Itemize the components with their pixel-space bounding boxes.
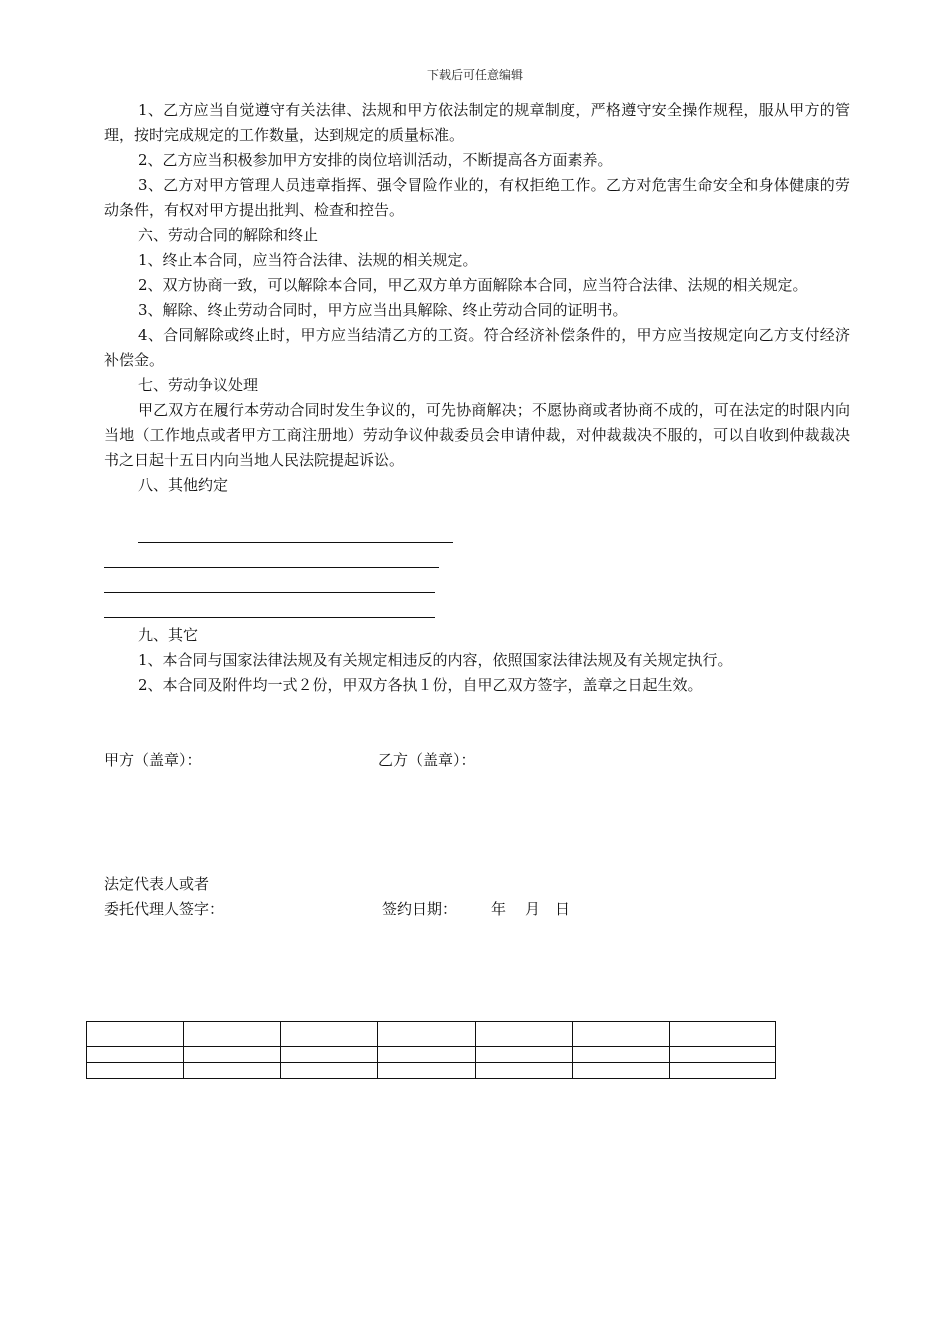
clause-9-2: 2、本合同及附件均一式２份，甲双方各执１份，自甲乙双方签字，盖章之日起生效。 <box>138 676 703 694</box>
blank-line-4 <box>104 617 435 618</box>
clause-b-2: 2、乙方应当积极参加甲方安排的岗位培训活动，不断提高各方面素养。 <box>138 151 613 169</box>
table-cell <box>475 1063 572 1079</box>
date-day: 日 <box>555 900 571 918</box>
clause-6-4: 4、合同解除或终止时，甲方应当结清乙方的工资。符合经济补偿条件的，甲方应当按规定向乙方支付经济补偿金。 <box>104 326 850 369</box>
clause-b-1: 1、乙方应当自觉遵守有关法律、法规和甲方依法制定的规章制度，严格遵守安全操作规程，服从甲方的管理，按时完成规定的工作数量，达到规定的质量标准。 <box>104 101 850 144</box>
section-7-heading: 七、劳动争议处理 <box>138 376 259 394</box>
representative-label-1: 法定代表人或者 <box>104 875 210 893</box>
date-year: 年 <box>491 900 507 918</box>
table-cell <box>378 1047 475 1063</box>
clause-6-3: 3、解除、终止劳动合同时，甲方应当出具解除、终止劳动合同的证明书。 <box>138 301 628 319</box>
page-header: 下载后可任意编辑 <box>426 68 523 82</box>
table-cell <box>184 1047 281 1063</box>
blank-line-1 <box>138 542 453 543</box>
contract-body-bottom <box>104 623 850 698</box>
clause-9-1: 1、本合同与国家法律法规及有关规定相违反的内容，依照国家法律法规及有关规定执行。 <box>138 651 733 669</box>
table-cell <box>669 1063 775 1079</box>
clause-7-text: 甲乙双方在履行本劳动合同时发生争议的，可先协商解决；不愿协商或者协商不成的，可在法定的时限内向当地（工作地点或者甲方工商注册地）劳动争议仲裁委员会申请仲裁，对仲裁裁决不服的，可以自收到仲裁裁决书之日起十五日内向当地人民法院提起诉讼。 <box>104 401 850 469</box>
section-8-heading: 八、其他约定 <box>138 476 229 494</box>
table-row <box>87 1047 776 1063</box>
sign-date-label: 签约日期： <box>382 900 458 918</box>
clause-6-1: 1、终止本合同，应当符合法律、法规的相关规定。 <box>138 251 478 269</box>
blank-line-3 <box>104 592 435 593</box>
table-cell <box>87 1063 184 1079</box>
table-cell <box>378 1022 475 1047</box>
table-cell <box>669 1022 775 1047</box>
table-cell <box>281 1047 378 1063</box>
clause-b-3: 3、乙方对甲方管理人员违章指挥、强令冒险作业的，有权拒绝工作。乙方对危害生命安全和身体健康的劳动条件，有权对甲方提出批判、检查和控告。 <box>104 176 850 219</box>
table-cell <box>87 1022 184 1047</box>
table-cell <box>475 1047 572 1063</box>
table-cell <box>281 1063 378 1079</box>
party-b-seal-label: 乙方（盖章）： <box>378 751 476 769</box>
section-9-heading: 九、其它 <box>138 626 199 644</box>
blank-line-2 <box>104 567 439 568</box>
table-cell <box>378 1063 475 1079</box>
table-cell <box>281 1022 378 1047</box>
clause-6-2: 2、双方协商一致，可以解除本合同，甲乙双方单方面解除本合同，应当符合法律、法规的相关规定。 <box>138 276 808 294</box>
table-cell <box>475 1022 572 1047</box>
table-row <box>87 1022 776 1047</box>
section-6-heading: 六、劳动合同的解除和终止 <box>138 226 319 244</box>
table-cell <box>572 1047 669 1063</box>
date-month: 月 <box>525 900 541 918</box>
table-cell <box>572 1022 669 1047</box>
party-a-seal-label: 甲方（盖章）： <box>104 751 202 769</box>
contract-body-top <box>104 98 850 498</box>
representative-label-2: 委托代理人签字： <box>104 900 225 918</box>
table-cell <box>184 1063 281 1079</box>
table-cell <box>184 1022 281 1047</box>
blank-table <box>86 1021 776 1079</box>
table-row <box>87 1063 776 1079</box>
table-cell <box>572 1063 669 1079</box>
table-cell <box>87 1047 184 1063</box>
table-cell <box>669 1047 775 1063</box>
